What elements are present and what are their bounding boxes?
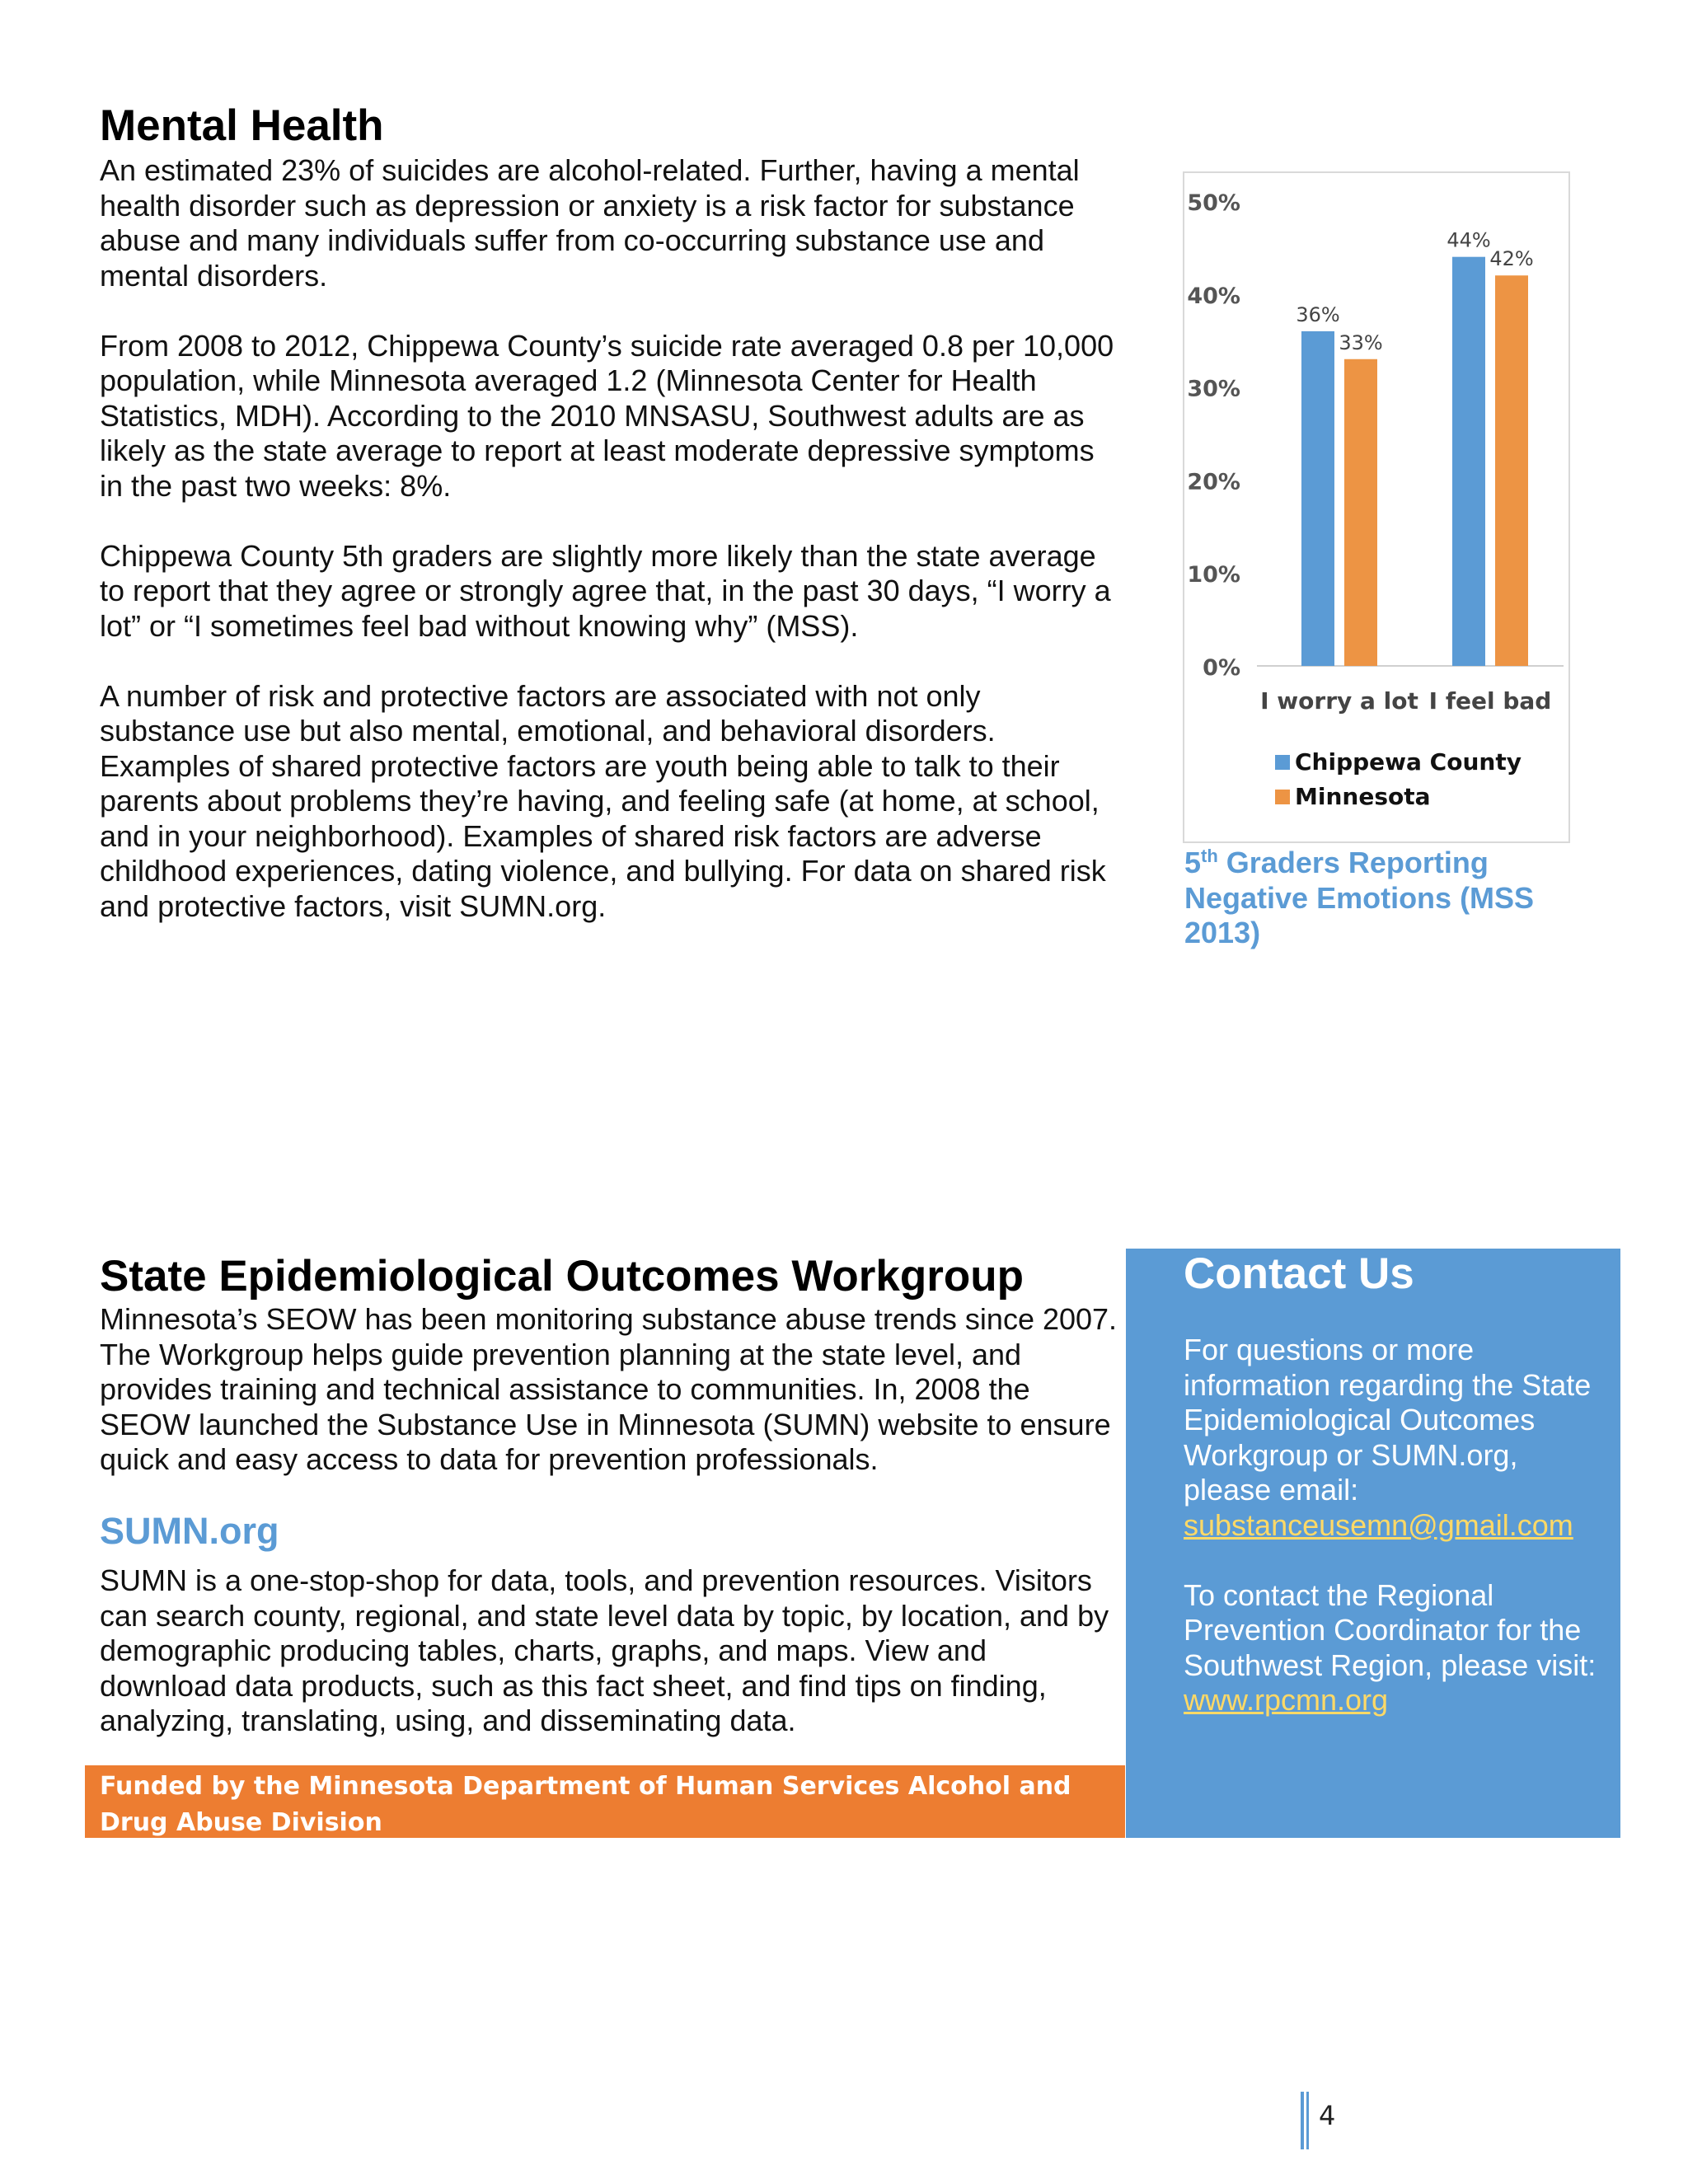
y-tick-label: 30% <box>1187 376 1240 402</box>
mental-health-paragraph: Chippewa County 5th graders are slightly more likely than the state average to report that they agree or strongly agree that, in the past 30 days, “I worry a lot” or “I sometimes feel bad without knowing why” (MSS). <box>100 538 1111 643</box>
chart-frame <box>1183 171 1570 843</box>
mental-health-paragraph: An estimated 23% of suicides are alcohol-related. Further, having a mental health disorder such as depression or anxiety is a risk factor for substance abuse and many individuals suffer from co-occurring substance use and mental disorders. <box>100 153 1080 293</box>
legend-label: Minnesota <box>1295 783 1431 810</box>
mental-health-paragraph: From 2008 to 2012, Chippewa County’s suicide rate averaged 0.8 per 10,000 population, while Minnesota averaged 1.2 (Minnesota Center for Health Statistics, MDH). According to the 2010 MNSASU, Southwest adults are as likely as the state average to report at least moderate depressive symptoms in the past two weeks: 8%. <box>100 328 1114 503</box>
mental-health-heading: Mental Health <box>100 101 384 150</box>
contact-body <box>1184 1333 1608 1753</box>
contact-email-text: For questions or more information regarding the State Epidemiological Outcomes Workgroup or SUMN.org, please email: <box>1184 1333 1592 1507</box>
chart-caption-grade: 5 <box>1184 846 1202 879</box>
email-link[interactable]: substanceusemn@gmail.com <box>1184 1507 1573 1542</box>
bar <box>1452 257 1485 666</box>
data-label: 36% <box>1296 302 1340 326</box>
data-label: 44% <box>1447 228 1491 252</box>
y-tick-label: 0% <box>1203 655 1240 681</box>
page-number-rule <box>1301 2092 1304 2149</box>
y-tick-label: 20% <box>1187 469 1240 495</box>
contact-panel <box>1126 1249 1620 1838</box>
chart-caption <box>1184 846 1572 951</box>
seow-heading: State Epidemiological Outcomes Workgroup <box>100 1252 1025 1301</box>
sumn-body: SUMN is a one-stop-shop for data, tools, and prevention resources. Visitors can search county, regional, and state level data by topic, by location, and by demographic producing tables, charts, graphs, and maps. View and download data products, such as this fact sheet, and find tips on finding, analyzing, translating, using, and disseminating data. <box>100 1563 1109 1737</box>
contact-url-paragraph <box>1184 1578 1608 1718</box>
page-number: 4 <box>1319 2100 1336 2131</box>
bar <box>1495 275 1528 666</box>
rpcmn-link[interactable]: www.rpcmn.org <box>1184 1683 1389 1717</box>
contact-url-text: To contact the Regional Prevention Coordinator for the Southwest Region, please visit: <box>1184 1577 1597 1682</box>
negative-emotions-chart <box>1184 173 1568 841</box>
data-label: 42% <box>1489 247 1534 271</box>
y-tick-label: 40% <box>1187 283 1240 309</box>
legend-swatch <box>1275 755 1290 770</box>
y-tick-label: 10% <box>1187 562 1240 588</box>
page-number-rule <box>1306 2092 1309 2149</box>
seow-body: Minnesota’s SEOW has been monitoring substance abuse trends since 2007. The Workgroup helps guide prevention planning at the state level, and provides training and technical assistance to communities. In, 2008 the SEOW launched the Substance Use in Minnesota (SUMN) website to ensure quick and easy access to data for prevention professionals. <box>100 1302 1118 1476</box>
chart-caption-text: Graders Reporting Negative Emotions (MSS 2013) <box>1184 846 1535 949</box>
contact-email-paragraph <box>1184 1333 1608 1543</box>
funded-by-banner: Funded by the Minnesota Department of Human Services Alcohol and Drug Abuse Division <box>85 1765 1125 1838</box>
data-label: 33% <box>1339 330 1383 354</box>
y-tick-label: 50% <box>1187 190 1240 216</box>
contact-heading: Contact Us <box>1184 1249 1414 1298</box>
chart-caption-ordinal: th <box>1201 846 1218 866</box>
bar <box>1301 331 1334 666</box>
bar <box>1344 359 1377 666</box>
x-tick-label: I worry a lot <box>1260 687 1418 715</box>
mental-health-body <box>100 153 1122 959</box>
x-tick-label: I feel bad <box>1428 687 1552 715</box>
legend-swatch <box>1275 790 1290 804</box>
mental-health-paragraph: A number of risk and protective factors are associated with not only substance use but also mental, emotional, and behavioral disorders. Examples of shared protective factors are youth being able to talk to their parents about problems they’re having, and feeling safe (at home, at school, and in your neighborhood). Examples of shared risk factors are adverse childhood experiences, dating violence, and bullying. For data on shared risk and protective factors, visit SUMN.org. <box>100 678 1106 923</box>
legend-label: Chippewa County <box>1295 748 1522 776</box>
sumn-subheading: SUMN.org <box>100 1510 279 1552</box>
